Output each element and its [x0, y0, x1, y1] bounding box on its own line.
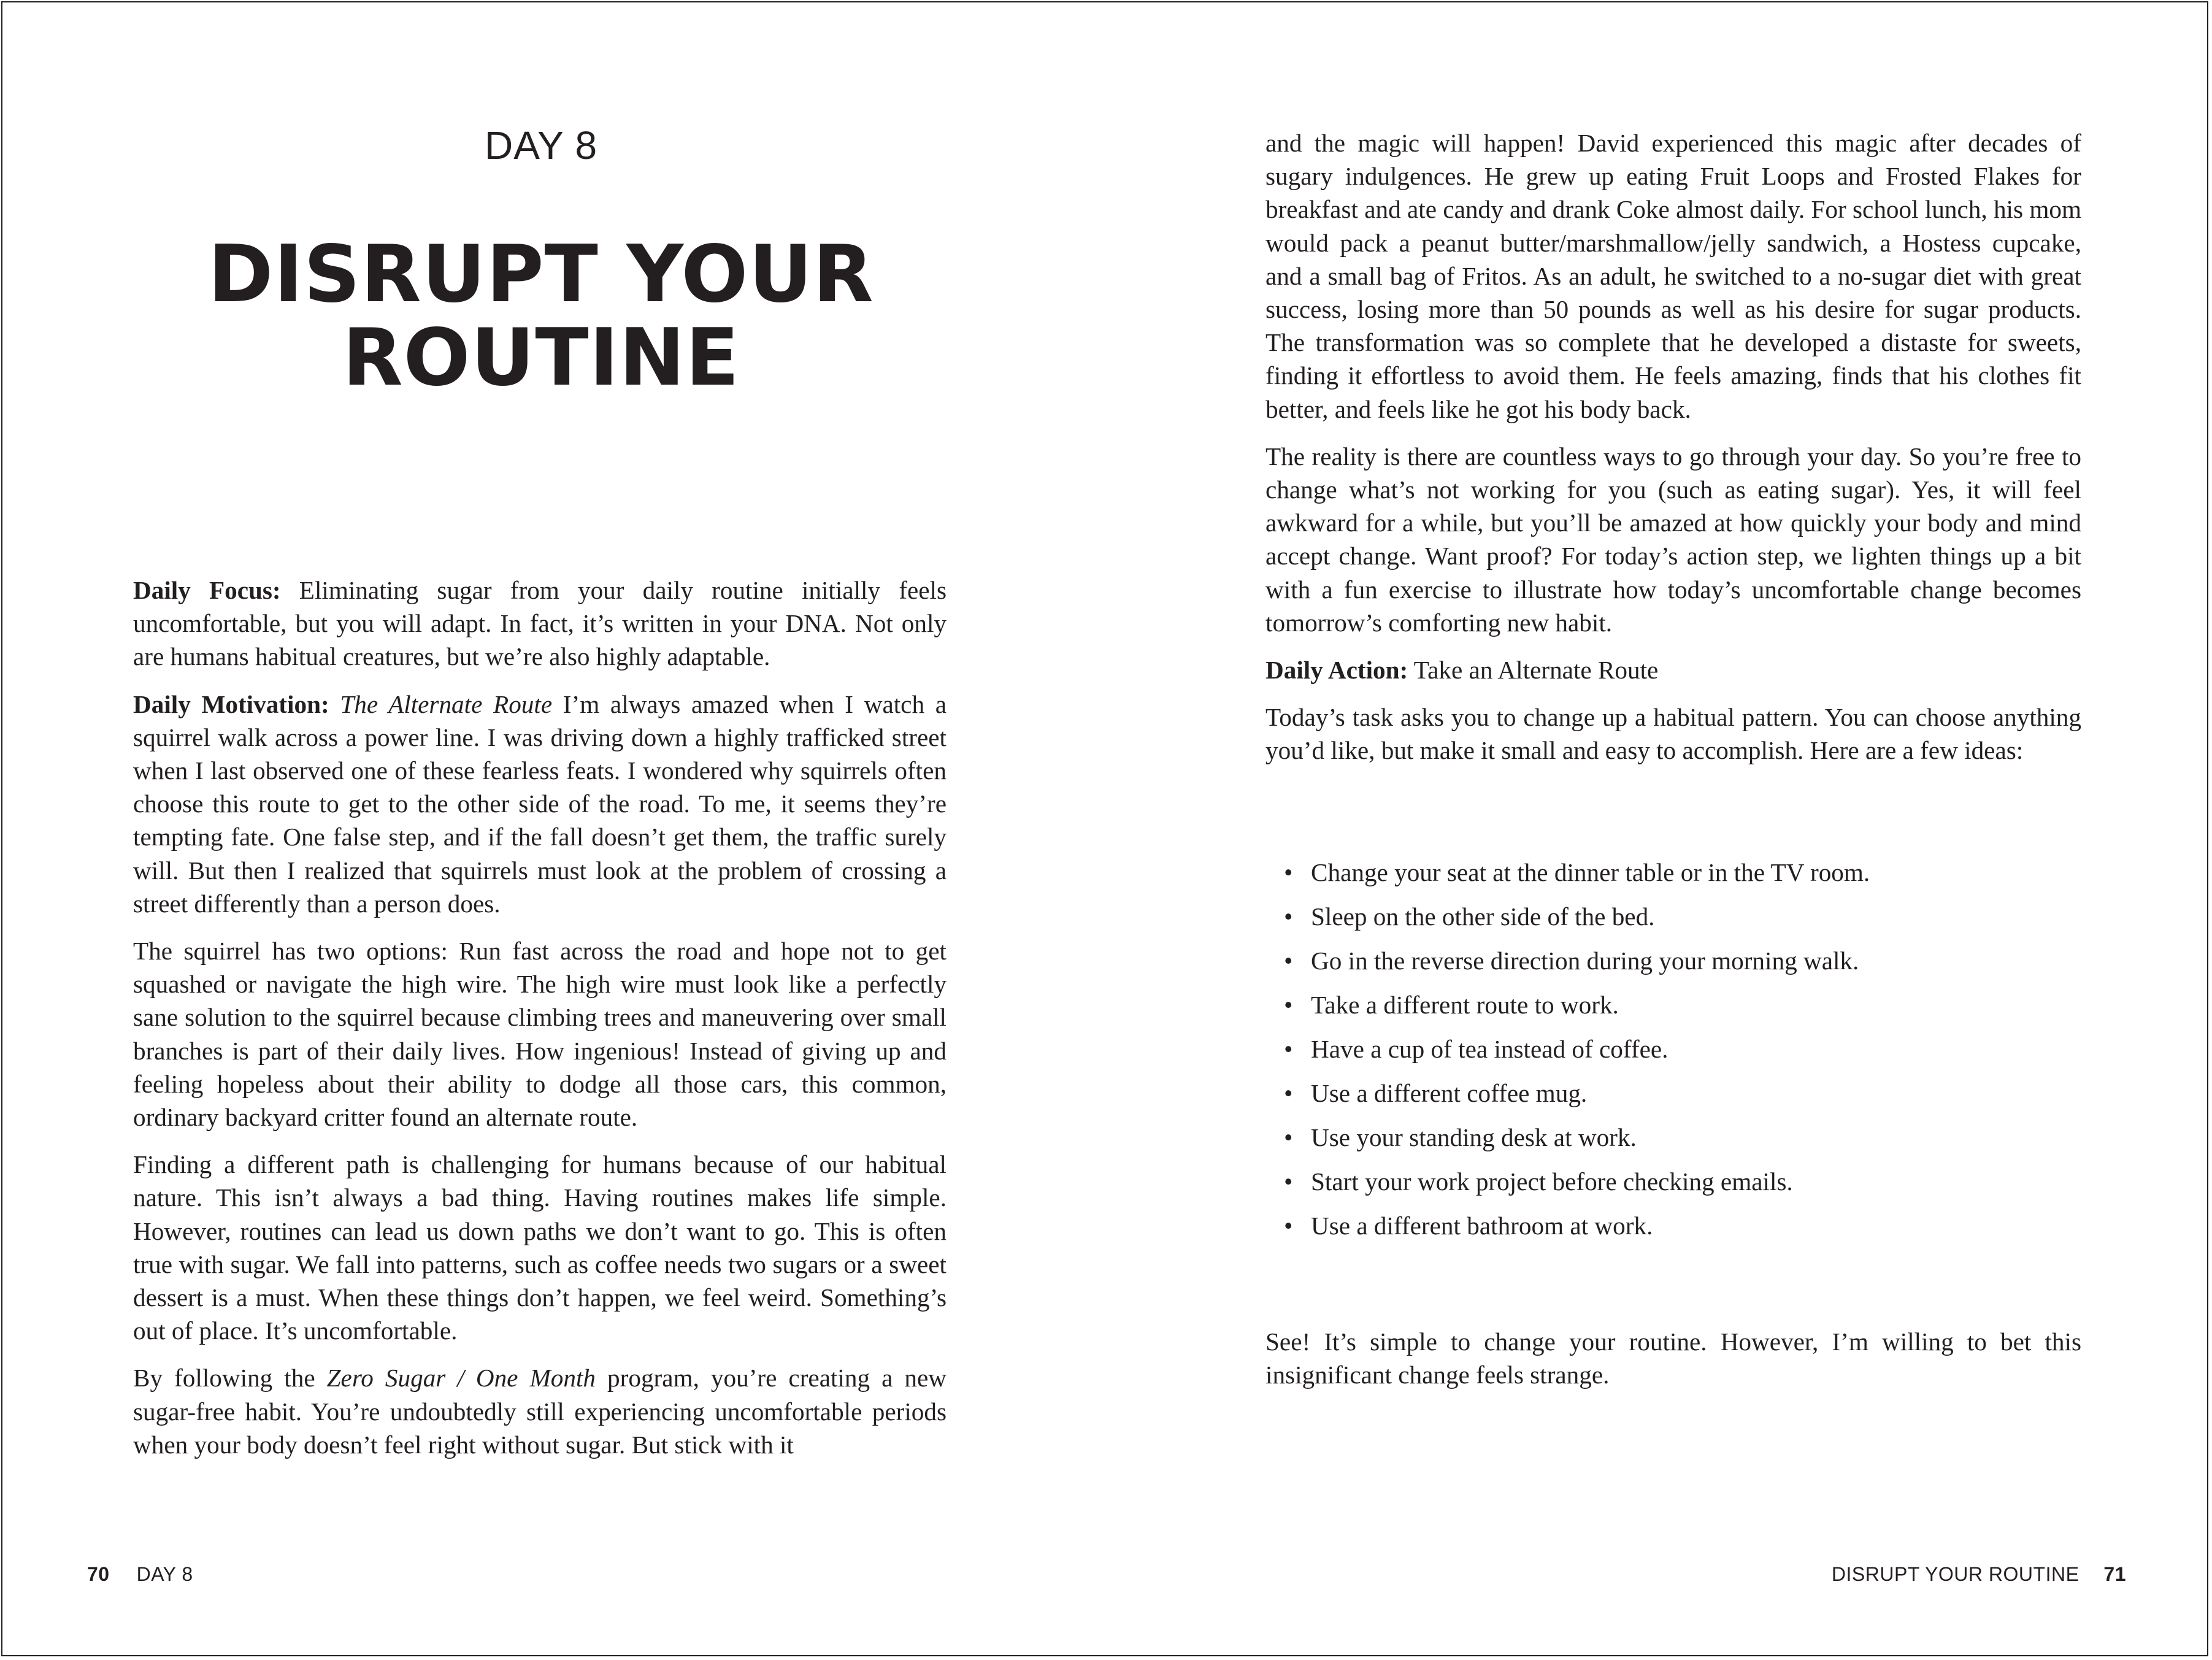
list-item-text: Use your standing desk at work. [1311, 1123, 1637, 1151]
closing-paragraph: See! It’s simple to change your routine. However, I’m willing to bet this insignificant change feels strange. [1265, 1328, 2081, 1389]
list-item [1284, 856, 2081, 889]
list-item-text: Sleep on the other side of the bed. [1311, 902, 1655, 931]
daily-motivation-label: Daily Motivation: [133, 690, 329, 718]
daily-motivation-paragraph [133, 688, 947, 920]
bullet: • [1284, 1167, 1293, 1196]
list-item-text: Use a different bathroom at work. [1311, 1212, 1653, 1240]
list-item-text: Go in the reverse direction during your morning walk. [1311, 947, 1859, 975]
david-paragraph: and the magic will happen! David experienced this magic after decades of sugary indulgences. He grew up eating Fruit Loops and Frosted Flakes for breakfast and ate candy and drank Coke almost daily. For school lunch, his mom would pack a peanut butter/marshmallow/jelly sandwich, a Hostess cupcake, and a small bag of Fritos. As an adult, he switched to a no-sugar diet with great success, losing more than 50 pounds as well as his desire for sugar products. The transformation was so complete that he developed a distaste for sweets, finding it effortless to avoid them. He feels amazing, finds that his clothes fit better, and feels like he got his body back. [1265, 129, 2081, 423]
list-item-text: Have a cup of tea instead of coffee. [1311, 1035, 1669, 1063]
right-footer [1832, 1563, 2126, 1586]
daily-motivation-text: I’m always amazed when I watch a squirrel walk across a power line. I was driving down a highly trafficked street when I last observed one of these fearless feats. I wondered why squirrels often choose this route to get to the other side of the road. To me, it seems they’re tempting fate. One false step, and if the fall doesn’t get them, the traffic surely will. But then I realized that squirrels must look at the problem of crossing a street differently than a person does. [133, 690, 947, 918]
bullet: • [1284, 991, 1293, 1019]
bullet: • [1284, 1212, 1293, 1240]
list-item [1284, 1121, 2081, 1154]
program-name: Zero Sugar / One Month [326, 1364, 596, 1393]
task-paragraph: Today’s task asks you to change up a habitual pattern. You can choose anything you’d like, but make it small and easy to accomplish. Here are a few ideas: [1265, 703, 2081, 765]
chapter-title-line-1: DISRUPT YOUR [208, 229, 874, 320]
different-path-paragraph: Finding a different path is challenging for humans because of our habitual nature. This isn’t always a bad thing. Having routines makes life simple. However, routines can lead us down paths we don’t want to go. This is often true with sugar. We fall into patterns, such as coffee needs two sugars or a sweet dessert is a must. When these things don’t happen, we feel weird. Something’s out of place. It’s uncomfortable. [133, 1150, 947, 1345]
daily-motivation-subtitle: The Alternate Route [340, 690, 553, 718]
day-label: DAY 8 [484, 123, 598, 167]
bullet: • [1284, 947, 1293, 975]
list-item [1284, 1165, 2081, 1198]
page-number-right: 71 [2103, 1563, 2126, 1585]
daily-focus-text: Eliminating sugar from your daily routine initially feels uncomfortable, but you will adapt. In fact, it’s written in your DNA. Not only are humans habitual creatures, but we’re also highly adaptable. [133, 576, 947, 671]
left-footer [87, 1563, 193, 1586]
running-head-left: DAY 8 [136, 1563, 193, 1585]
right-page [1106, 0, 2212, 1660]
daily-focus-paragraph [133, 574, 947, 674]
bullet: • [1284, 1123, 1293, 1151]
chapter-title-line-2: ROUTINE [342, 312, 740, 404]
reality-paragraph: The reality is there are countless ways to go through your day. So you’re free to change what’s not working for you (such as eating sugar). Yes, it will feel awkward for a while, but you’ll be amazed at how quickly your body and mind accept change. Want proof? For today’s action step, we lighten things up a bit with a fun exercise to illustrate how today’s uncomfortable change becomes tomorrow’s comforting new habit. [1265, 442, 2081, 637]
list-item [1284, 944, 2081, 977]
list-item [1284, 988, 2081, 1021]
list-item [1284, 1077, 2081, 1110]
running-head-right: DISRUPT YOUR ROUTINE [1831, 1563, 2080, 1585]
program-text-before: By following the [133, 1364, 327, 1393]
squirrel-paragraph: The squirrel has two options: Run fast across the road and hope not to get squashed or navigate the high wire. The high wire must look like a perfectly sane solution to the squirrel because climbing trees and maneuvering over small branches is part of their daily lives. How ingenious! Instead of giving up and feeling hopeless about their ability to dodge all those cars, this common, ordinary backyard critter found an alternate route. [133, 937, 947, 1132]
daily-action-paragraph [1265, 653, 2081, 686]
daily-action-label: Daily Action: [1265, 656, 1408, 685]
list-item-text: Use a different coffee mug. [1311, 1079, 1588, 1107]
list-item-text: Take a different route to work. [1311, 991, 1619, 1019]
list-item-text: Start your work project before checking emails. [1311, 1167, 1793, 1196]
daily-focus-label: Daily Focus: [133, 576, 281, 604]
list-item [1284, 1032, 2081, 1066]
bullet: • [1284, 902, 1293, 931]
bullet: • [1284, 858, 1293, 886]
list-item [1284, 900, 2081, 933]
chapter-title [133, 229, 949, 404]
bullet: • [1284, 1079, 1293, 1107]
bullet: • [1284, 1035, 1293, 1063]
list-item [1284, 1209, 2081, 1242]
program-paragraph [133, 1361, 947, 1461]
left-body-text [133, 574, 947, 1475]
ideas-list [1284, 856, 2081, 1253]
right-body-text [1265, 126, 2081, 782]
program-text-after: program, you’re creating a new sugar-free habit. You’re undoubtedly still experiencing uncomfortable periods when your body doesn’t feel right without sugar. But stick with it [133, 1364, 947, 1459]
page-number-left: 70 [87, 1563, 110, 1585]
daily-action-text: Take an Alternate Route [1408, 656, 1659, 685]
list-item-text: Change your seat at the dinner table or in the TV room. [1311, 858, 1870, 886]
